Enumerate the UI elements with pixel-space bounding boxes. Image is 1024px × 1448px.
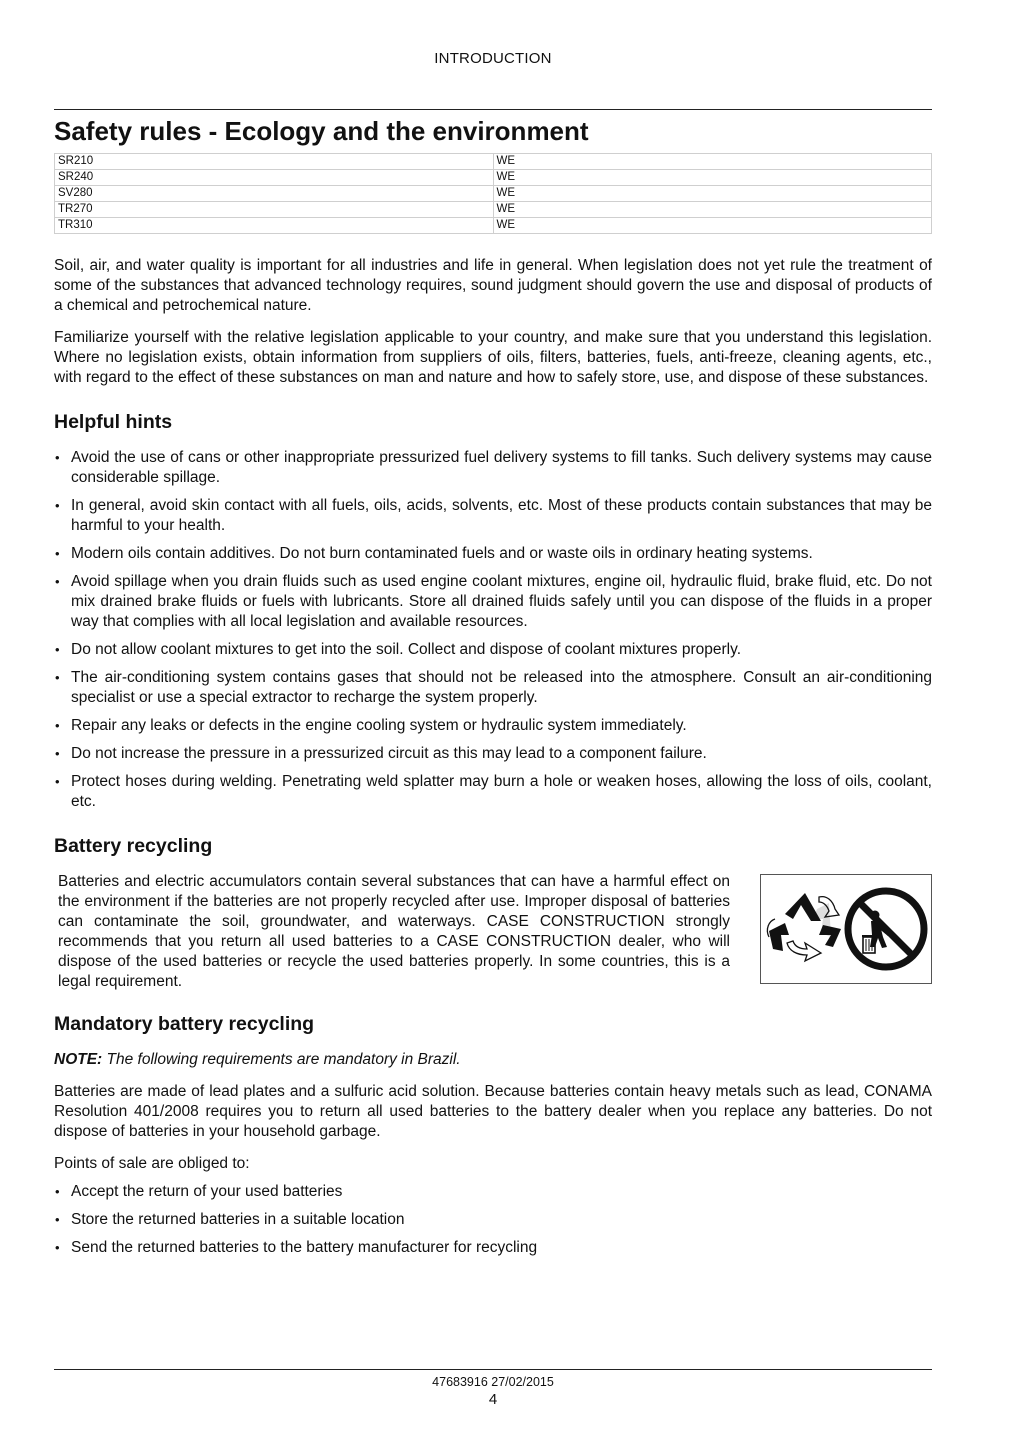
- model-cell: TR270: [55, 202, 494, 218]
- model-cell: SR240: [55, 170, 494, 186]
- no-trash-disposal-icon: [848, 891, 924, 967]
- note-text: The following requirements are mandatory in Brazil.: [102, 1051, 461, 1068]
- recycling-figure: [760, 874, 932, 984]
- intro-paragraph: Soil, air, and water quality is important for all industries and life in general. When legislation does not yet rule the treatment of some of the substances that advanced technology requires, sound judgment should govern the use and disposal of products of a chemical and petrochemical nature.: [54, 257, 932, 314]
- note: [54, 1050, 932, 1070]
- recycle-icon: [767, 893, 841, 961]
- list-item: • Do not increase the pressure in a pressurized circuit as this may lead to a component failure.: [54, 744, 932, 764]
- battery-recycling-block: [54, 872, 932, 990]
- model-cell: SR210: [55, 154, 494, 170]
- table-row: [55, 202, 932, 218]
- list-item: • In general, avoid skin contact with all fuels, oils, acids, solvents, etc. Most of these products contain substances that may be harmful to your health.: [54, 496, 932, 536]
- section-heading-battery-recycling: Battery recycling: [54, 835, 213, 857]
- note-label: NOTE:: [54, 1051, 103, 1068]
- footer-rule: [54, 1369, 932, 1370]
- section-heading-mandatory-battery-recycling: Mandatory battery recycling: [54, 1013, 315, 1035]
- model-cell: TR310: [55, 218, 494, 234]
- helpful-hints-list: [54, 448, 932, 812]
- intro-paragraph: Familiarize yourself with the relative legislation applicable to your country, and make sure that you understand this legislation. Where no legislation exists, obtain information from suppliers of oils, filters, batteries, fuels, anti-freeze, cleaning agents, etc., with regard to the effect of these substances on man and nature and how to safely store, use, and dispose of these substances.: [54, 329, 932, 386]
- list-item: • Accept the return of your used batteries: [54, 1182, 932, 1202]
- market-cell: WE: [493, 154, 932, 170]
- table-row: [55, 154, 932, 170]
- market-cell: WE: [493, 186, 932, 202]
- header-rule: [54, 109, 932, 110]
- table-row: [55, 186, 932, 202]
- document-reference: 47683916 27/02/2015: [432, 1375, 554, 1389]
- section-heading-helpful-hints: Helpful hints: [54, 411, 173, 433]
- list-item: • Repair any leaks or defects in the engine cooling system or hydraulic system immediately.: [54, 716, 932, 736]
- page-number: 4: [488, 1391, 498, 1408]
- table-row: [55, 218, 932, 234]
- list-item: • Protect hoses during welding. Penetrating weld splatter may burn a hole or weaken hoses, allowing the loss of oils, coolant, etc.: [54, 772, 932, 812]
- market-cell: WE: [493, 170, 932, 186]
- running-header: INTRODUCTION: [434, 50, 552, 67]
- list-item: • Avoid the use of cans or other inappropriate pressurized fuel delivery systems to fill tanks. Such delivery systems may cause considerable spillage.: [54, 448, 932, 488]
- list-item: • Avoid spillage when you drain fluids such as used engine coolant mixtures, engine oil, hydraulic fluid, brake fluid, etc. Do not mix drained brake fluids or fuels with lubricants. Store all drained fluids safely until you can dispose of the fluids in a proper way that complies with all local legislation and available resources.: [54, 572, 932, 632]
- list-item: • Store the returned batteries in a suitable location: [54, 1210, 932, 1230]
- list-item: • Modern oils contain additives. Do not burn contaminated fuels and or waste oils in ordinary heating systems.: [54, 544, 932, 564]
- list-item: • Send the returned batteries to the battery manufacturer for recycling: [54, 1238, 932, 1258]
- model-applicability-table: [54, 153, 932, 234]
- list-item: • The air-conditioning system contains gases that should not be released into the atmosphere. Consult an air-conditioning specialist or use a special extractor to recharge the system properly.: [54, 668, 932, 708]
- battery-recycling-paragraph: Batteries and electric accumulators contain several substances that can have a harmful effect on the environment if the batteries are not properly recycled after use. Improper disposal of batteries can contaminate the soil, groundwater, and waterways. CASE CONSTRUCTION strongly recommends that you return all used batteries to a CASE CONSTRUCTION dealer, who will dispose of the used batteries or recycle the used batteries properly. In some countries, this is a legal requirement.: [58, 873, 730, 990]
- model-cell: SV280: [55, 186, 494, 202]
- points-of-sale-list: [54, 1182, 932, 1258]
- market-cell: WE: [493, 202, 932, 218]
- mandatory-paragraph: Batteries are made of lead plates and a sulfuric acid solution. Because batteries contain heavy metals such as lead, CONAMA Resolution 401/2008 requires you to return all used batteries to the battery dealer when you replace any batteries. Do not dispose of batteries in your household garbage.: [54, 1083, 932, 1140]
- market-cell: WE: [493, 218, 932, 234]
- mandatory-intro-line: Points of sale are obliged to:: [54, 1155, 250, 1172]
- main-content: [54, 256, 932, 1266]
- list-item: • Do not allow coolant mixtures to get into the soil. Collect and dispose of coolant mixtures properly.: [54, 640, 932, 660]
- page-title: Safety rules - Ecology and the environment: [54, 116, 589, 146]
- table-row: [55, 170, 932, 186]
